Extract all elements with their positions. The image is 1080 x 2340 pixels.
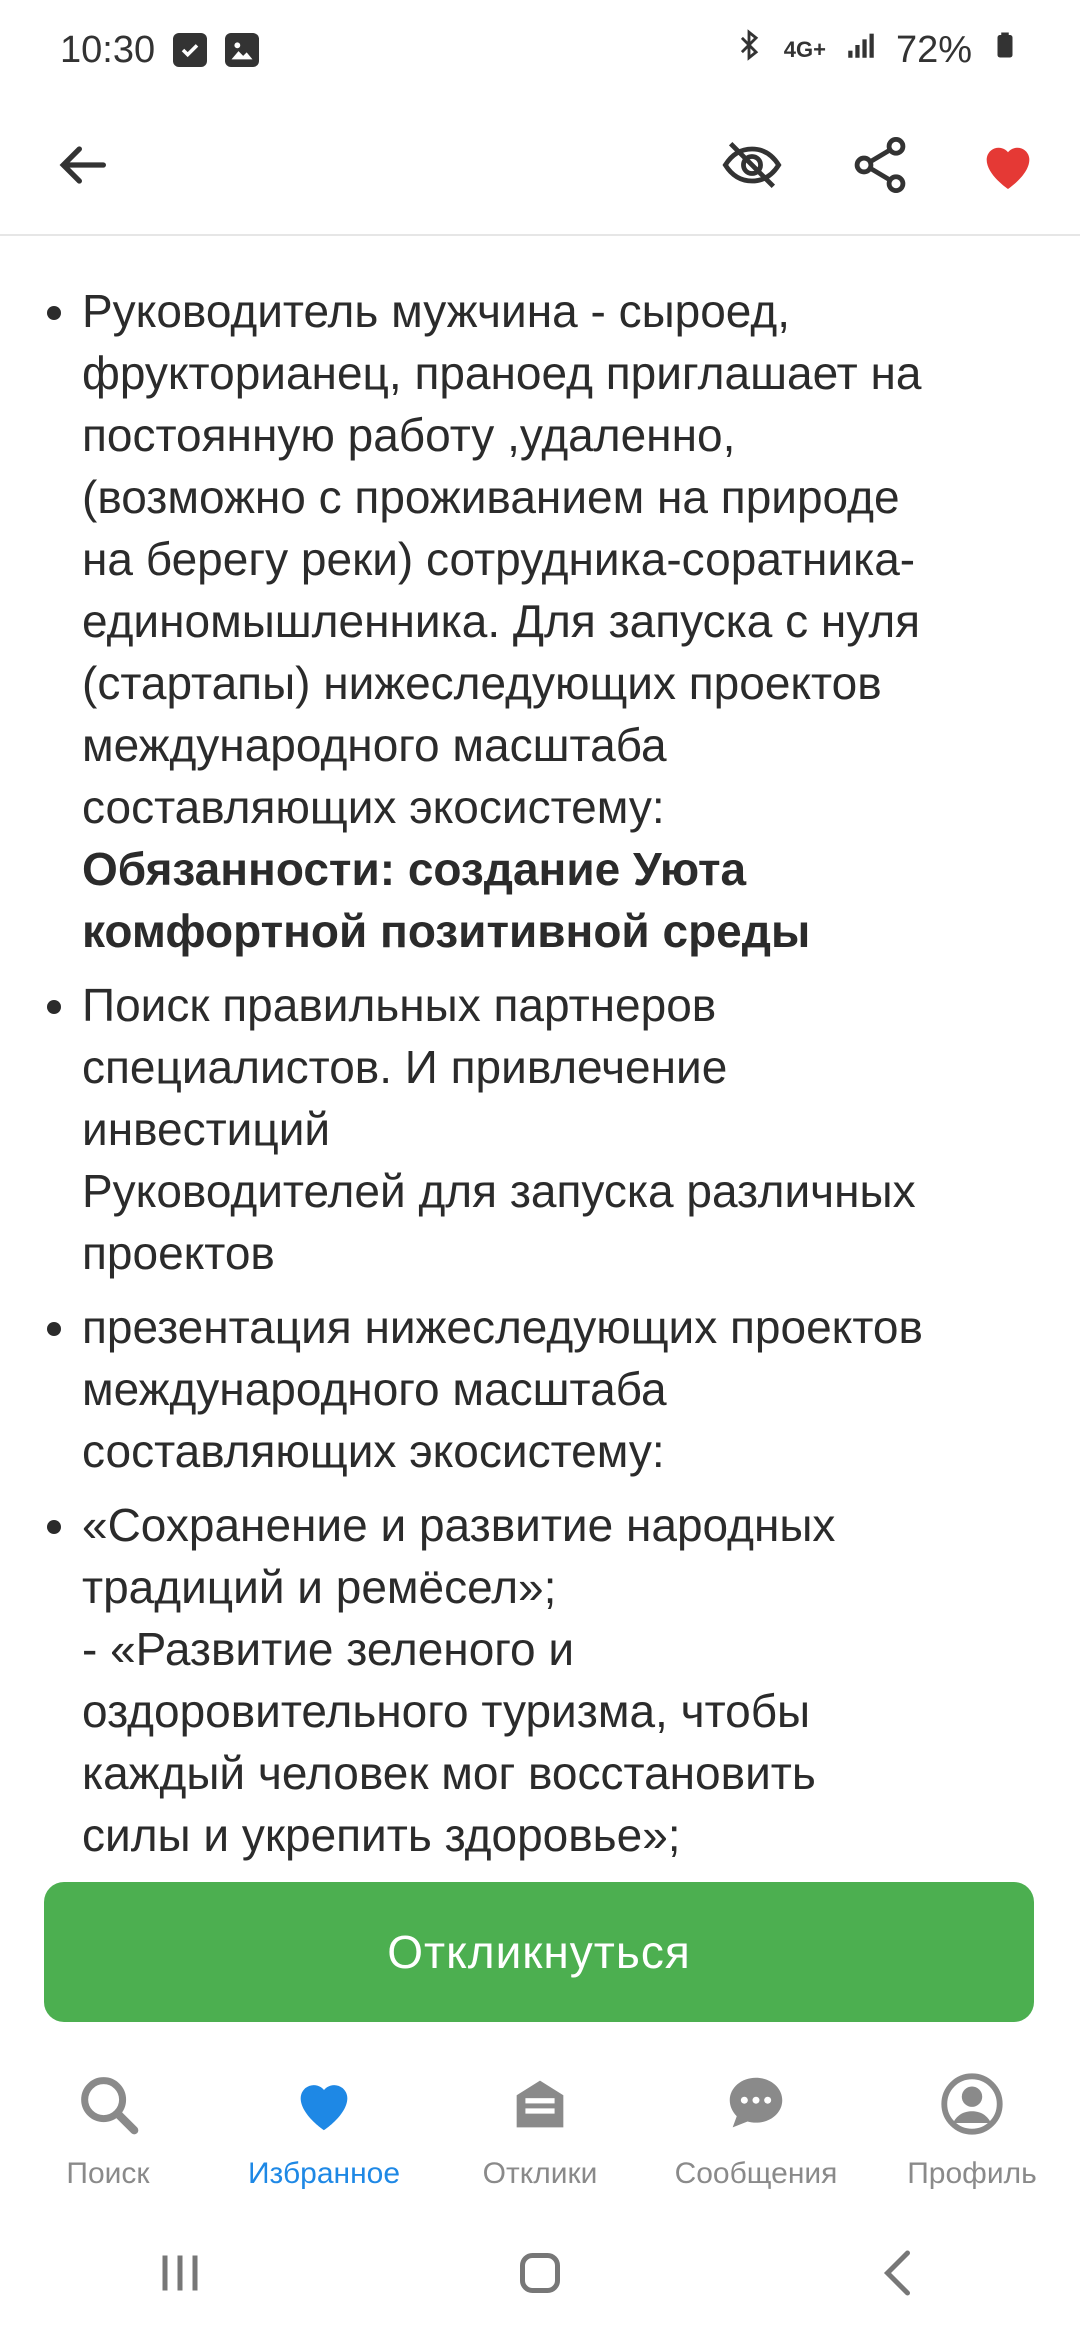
battery-percent: 72% xyxy=(895,28,972,71)
apply-button-wrap xyxy=(44,1882,1034,2022)
description-list xyxy=(40,280,1030,1866)
list-item xyxy=(82,280,1030,962)
text-line: (возможно с проживанием на природе xyxy=(82,471,900,523)
home-icon[interactable] xyxy=(510,2243,570,2308)
nav-label: Избранное xyxy=(247,2157,401,2190)
nav-label: Сообщения xyxy=(674,2157,838,2190)
back-icon[interactable] xyxy=(870,2243,930,2308)
apply-button[interactable]: Откликнуться xyxy=(44,1882,1034,2022)
nav-item-responses[interactable] xyxy=(432,2069,648,2191)
profile-icon xyxy=(937,2069,1007,2147)
duties-bold-line: Обязанности: создание Уюта xyxy=(82,843,747,895)
nav-item-favorites[interactable] xyxy=(216,2069,432,2191)
heart-icon xyxy=(289,2069,359,2147)
nav-label: Отклики xyxy=(482,2157,598,2190)
list-item xyxy=(82,1296,1030,1482)
favorite-heart-icon[interactable] xyxy=(976,133,1040,202)
text-line: каждый человек мог восстановить xyxy=(82,1747,816,1799)
text-line: силы и укрепить здоровье»; xyxy=(82,1809,681,1861)
text-line: • презентация нижеследующих проектов xyxy=(82,1301,923,1353)
messages-icon xyxy=(721,2069,791,2147)
duties-bold-line: комфортной позитивной среды xyxy=(82,905,811,957)
text-line: постоянную работу ,удаленно, xyxy=(82,409,736,461)
text-line: (стартапы) нижеследующих проектов xyxy=(82,657,882,709)
image-icon xyxy=(225,33,259,67)
signal-icon xyxy=(844,28,878,72)
bottom-navigation xyxy=(0,2060,1080,2200)
bluetooth-icon xyxy=(732,28,766,72)
text-line: международного масштаба xyxy=(82,1363,667,1415)
status-time: 10:30 xyxy=(60,28,156,71)
text-line: традиций и ремёсел»; xyxy=(82,1561,557,1613)
search-icon xyxy=(73,2069,143,2147)
text-line: фрукторианец, праноед приглашает на xyxy=(82,347,922,399)
checkbox-icon xyxy=(173,33,207,67)
text-line: • «Сохранение и развитие народных xyxy=(82,1499,836,1551)
text-line: единомышленника. Для запуска с нуля xyxy=(82,595,921,647)
text-line: международного масштаба xyxy=(82,719,667,771)
nav-item-search[interactable] xyxy=(0,2069,216,2191)
recent-apps-icon[interactable] xyxy=(150,2243,210,2308)
status-bar xyxy=(0,0,1080,100)
app-actions xyxy=(720,133,1040,202)
status-left xyxy=(60,29,259,72)
app-bar xyxy=(0,100,1080,236)
nav-label: Профиль xyxy=(907,2157,1037,2190)
text-line: специалистов. И привлечение xyxy=(82,1041,728,1093)
text-line: инвестиций xyxy=(82,1103,331,1155)
nav-label: Поиск xyxy=(66,2157,150,2190)
network-type: 4G+ xyxy=(783,37,826,62)
nav-item-messages[interactable] xyxy=(648,2069,864,2191)
text-line: составляющих экосистему: xyxy=(82,1425,665,1477)
text-line: составляющих экосистему: xyxy=(82,781,665,833)
text-line: на берегу реки) сотрудника-соратника- xyxy=(82,533,916,585)
share-icon[interactable] xyxy=(848,133,912,202)
text-line: • Руководитель мужчина - сыроед, xyxy=(82,285,790,337)
responses-icon xyxy=(505,2069,575,2147)
status-right xyxy=(732,28,1020,72)
system-navigation xyxy=(0,2210,1080,2340)
text-line: • Поиск правильных партнеров xyxy=(82,979,717,1031)
nav-item-profile[interactable] xyxy=(864,2069,1080,2191)
hide-icon[interactable] xyxy=(720,133,784,202)
list-item xyxy=(82,974,1030,1284)
battery-icon xyxy=(990,28,1020,72)
vacancy-description xyxy=(0,236,1080,1866)
text-line: оздоровительного туризма, чтобы xyxy=(82,1685,811,1737)
text-line: - «Развитие зеленого и xyxy=(82,1623,575,1675)
list-item xyxy=(82,1494,1030,1866)
text-line: Руководителей для запуска различных xyxy=(82,1165,916,1217)
text-line: проектов xyxy=(82,1227,275,1279)
back-arrow-icon[interactable] xyxy=(50,133,114,202)
